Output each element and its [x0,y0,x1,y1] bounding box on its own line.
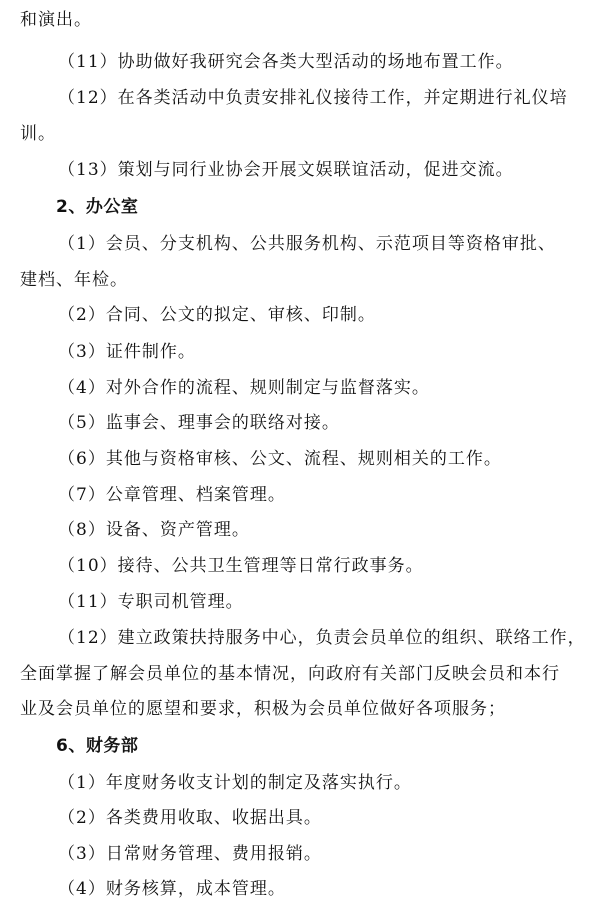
office-item-8: （8）设备、资产管理。 [58,520,250,540]
office-item-1-cont: 建档、年检。 [20,270,128,290]
office-item-1: （1）会员、分支机构、公共服务机构、示范项目等资格审批、 [58,234,556,254]
office-item-3: （3）证件制作。 [58,342,196,362]
office-item-2: （2）合同、公文的拟定、审核、印制。 [58,305,376,325]
office-item-6: （6）其他与资格审核、公文、流程、规则相关的工作。 [58,449,502,469]
office-item-12-cont-1: 全面掌握了解会员单位的基本情况，向政府有关部门反映会员和本行 [20,664,560,684]
finance-item-1: （1）年度财务收支计划的制定及落实执行。 [58,773,412,793]
item-13-activities: （13）策划与同行业协会开展文娱联谊活动，促进交流。 [58,160,514,180]
office-item-10: （10）接待、公共卫生管理等日常行政事务。 [58,556,424,576]
office-item-11: （11）专职司机管理。 [58,592,244,612]
item-12-etiquette-cont: 训。 [20,124,56,144]
item-11-venue: （11）协助做好我研究会各类大型活动的场地布置工作。 [58,52,514,72]
office-item-12: （12）建立政策扶持服务中心，负责会员单位的组织、联络工作， [58,628,586,648]
finance-item-2: （2）各类费用收取、收据出具。 [58,808,322,828]
office-item-7: （7）公章管理、档案管理。 [58,485,286,505]
office-item-5: （5）监事会、理事会的联络对接。 [58,413,340,433]
section-heading-office: 2、办公室 [56,197,139,217]
finance-item-4: （4）财务核算，成本管理。 [58,879,286,899]
office-item-4: （4）对外合作的流程、规则制定与监督落实。 [58,378,430,398]
item-12-etiquette: （12）在各类活动中负责安排礼仪接待工作，并定期进行礼仪培 [58,88,568,108]
finance-item-3: （3）日常财务管理、费用报销。 [58,844,322,864]
office-item-12-cont-2: 业及会员单位的愿望和要求，积极为会员单位做好各项服务； [20,699,506,719]
section-heading-finance: 6、财务部 [56,736,139,756]
text-line-continuation: 和演出。 [20,10,92,30]
